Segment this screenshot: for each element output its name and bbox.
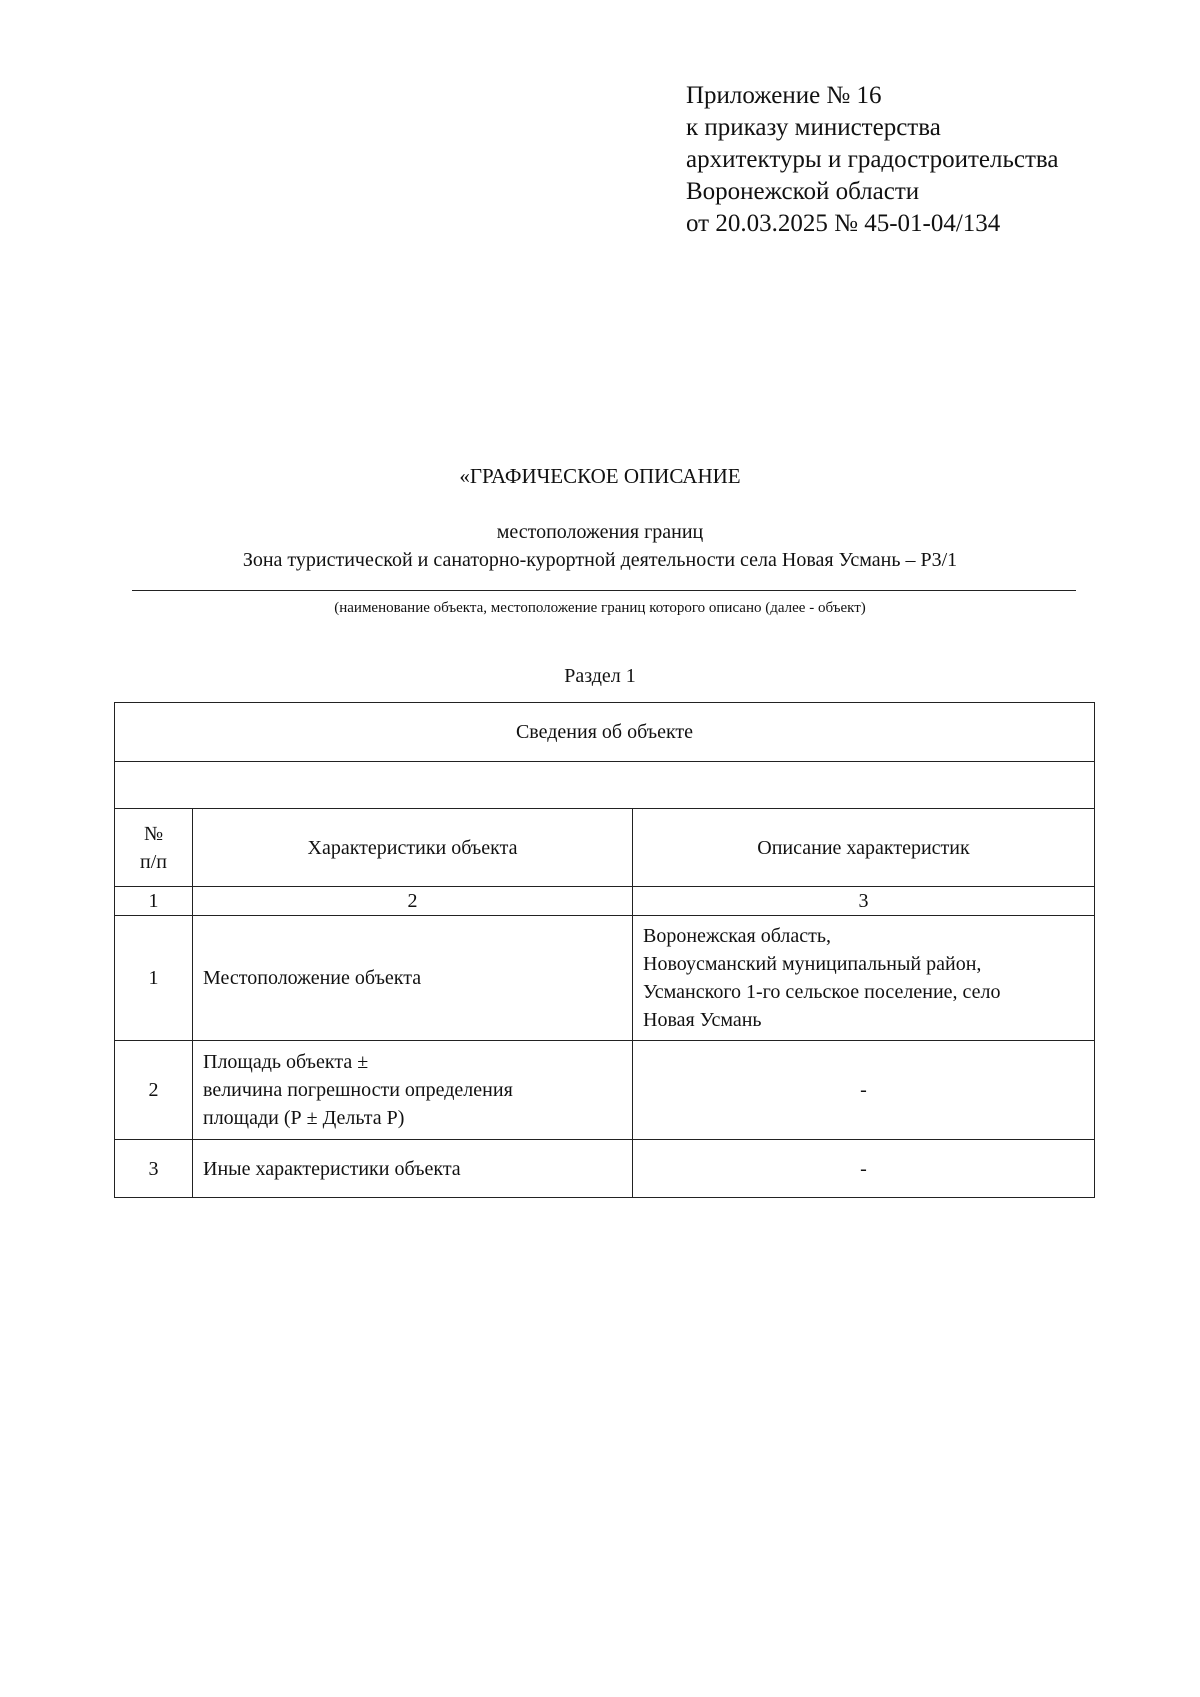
section-label: Раздел 1 xyxy=(564,665,636,687)
row-number: 1 xyxy=(115,916,193,1041)
appendix-line: архитектуры и градостроительства xyxy=(686,146,1059,173)
column-header-description: Описание характеристик xyxy=(633,809,1095,887)
appendix-line: Приложение № 16 xyxy=(686,82,882,109)
appendix-line: к приказу министерства xyxy=(686,114,941,141)
object-name-underline xyxy=(132,590,1076,591)
table-row xyxy=(115,1041,1095,1140)
column-number: 3 xyxy=(633,887,1095,916)
column-numbers-row xyxy=(115,887,1095,916)
object-name: Зона туристической и санаторно-курортной деятельности села Новая Усмань – Р3/1 xyxy=(242,549,958,571)
column-header-number: № п/п xyxy=(115,809,193,887)
object-info-table xyxy=(114,702,1095,1198)
table-empty-row xyxy=(115,762,1095,809)
row-characteristic: Местоположение объекта xyxy=(193,916,633,1041)
row-description: Воронежская область, Новоусманский муниципальный район, Усманского 1-го сельское поселение, село Новая Усмань xyxy=(633,916,1095,1041)
table-title-row xyxy=(115,703,1095,762)
table-row xyxy=(115,916,1095,1041)
column-header-characteristic: Характеристики объекта xyxy=(193,809,633,887)
column-number: 1 xyxy=(115,887,193,916)
document-title: «ГРАФИЧЕСКОЕ ОПИСАНИЕ xyxy=(459,464,741,488)
column-number: 2 xyxy=(193,887,633,916)
appendix-line: Воронежской области xyxy=(686,178,920,205)
appendix-block xyxy=(686,80,1166,240)
table-header-row xyxy=(115,809,1095,887)
row-number: 3 xyxy=(115,1140,193,1198)
row-description: - xyxy=(633,1140,1095,1198)
underline-caption: (наименование объекта, местоположение границ которого описано (далее - объект) xyxy=(334,600,866,616)
row-description: - xyxy=(633,1041,1095,1140)
table-title: Сведения об объекте xyxy=(115,703,1095,762)
row-characteristic: Площадь объекта ± величина погрешности определения площади (Р ± Дельта Р) xyxy=(193,1041,633,1140)
row-number: 2 xyxy=(115,1041,193,1140)
table-row xyxy=(115,1140,1095,1198)
appendix-line: от 20.03.2025 № 45-01-04/134 xyxy=(686,210,1001,237)
table-empty-cell xyxy=(115,762,1095,809)
row-characteristic: Иные характеристики объекта xyxy=(193,1140,633,1198)
document-subtitle: местоположения границ xyxy=(496,521,704,543)
